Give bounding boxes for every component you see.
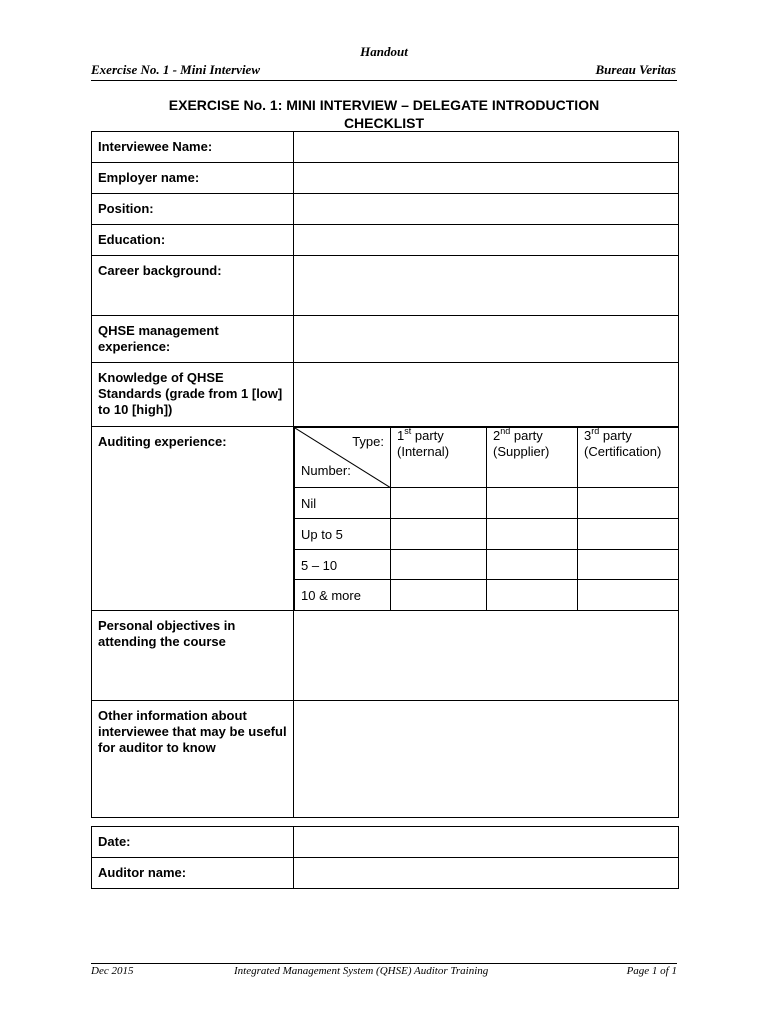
auditing-row-10-more (295, 580, 679, 610)
auditing-experience-label: Auditing experience: (92, 427, 294, 611)
row-personal-objectives (92, 610, 679, 700)
party-2-num: 2 (493, 428, 501, 443)
type-label: Type: (352, 434, 384, 449)
row-qhse-experience (92, 316, 679, 363)
footer-page-number: Page 1 of 1 (626, 965, 677, 977)
header-rule (91, 80, 677, 81)
upto5-party-2-field[interactable] (487, 519, 578, 550)
title-line-2: CHECKLIST (343, 115, 425, 131)
party-2-header (487, 428, 578, 488)
education-field[interactable] (294, 225, 679, 256)
title-line-1: EXERCISE No. 1: MINI INTERVIEW – DELEGATE INTRODUCTION (168, 97, 600, 113)
row-label-5-10: 5 – 10 (295, 550, 391, 580)
party-3-word: party (599, 428, 632, 443)
auditing-grid-cell (294, 427, 679, 611)
auditing-grid (294, 427, 678, 610)
party-3-num: 3 (584, 428, 592, 443)
company-header: Bureau Veritas (595, 62, 676, 77)
party-1-word: party (411, 428, 444, 443)
nil-party-1-field[interactable] (391, 488, 487, 519)
nil-party-2-field[interactable] (487, 488, 578, 519)
checklist-table (91, 131, 679, 818)
row-date (92, 827, 679, 858)
nil-party-3-field[interactable] (578, 488, 679, 519)
auditor-name-label: Auditor name: (92, 858, 294, 889)
auditing-row-5-10 (295, 550, 679, 580)
party-2-desc: (Supplier) (493, 444, 550, 459)
career-background-field[interactable] (294, 256, 679, 316)
5to10-party-1-field[interactable] (391, 550, 487, 580)
upto5-party-1-field[interactable] (391, 519, 487, 550)
handout-label: Handout (360, 44, 408, 59)
auditing-row-nil (295, 488, 679, 519)
party-3-desc: (Certification) (584, 444, 662, 459)
employer-name-label: Employer name: (92, 163, 294, 194)
row-auditing-experience (92, 427, 679, 611)
10more-party-2-field[interactable] (487, 580, 578, 610)
row-label-up-to-5: Up to 5 (295, 519, 391, 550)
upto5-party-3-field[interactable] (578, 519, 679, 550)
row-label-nil: Nil (295, 488, 391, 519)
personal-objectives-field[interactable] (294, 610, 679, 700)
page-title (91, 96, 677, 132)
date-label: Date: (92, 827, 294, 858)
auditing-header-row (295, 428, 679, 488)
row-employer-name (92, 163, 679, 194)
knowledge-label: Knowledge of QHSE Standards (grade from 1 [low] to 10 [high]) (92, 363, 294, 427)
exercise-header: Exercise No. 1 - Mini Interview (91, 62, 260, 77)
footer-rule (91, 963, 677, 964)
row-auditor-name (92, 858, 679, 889)
position-field[interactable] (294, 194, 679, 225)
auditing-row-up-to-5 (295, 519, 679, 550)
education-label: Education: (92, 225, 294, 256)
interviewee-name-field[interactable] (294, 132, 679, 163)
career-background-label: Career background: (92, 256, 294, 316)
party-1-desc: (Internal) (397, 444, 450, 459)
5to10-party-3-field[interactable] (578, 550, 679, 580)
party-2-word: party (510, 428, 543, 443)
personal-objectives-label: Personal objectives in attending the course (92, 610, 294, 700)
auditor-name-field[interactable] (294, 858, 679, 889)
knowledge-field[interactable] (294, 363, 679, 427)
employer-name-field[interactable] (294, 163, 679, 194)
10more-party-1-field[interactable] (391, 580, 487, 610)
other-info-label: Other information about interviewee that may be useful for auditor to know (92, 700, 294, 817)
party-1-sup: st (404, 426, 412, 436)
footer-date: Dec 2015 (91, 965, 134, 977)
row-label-10-more: 10 & more (295, 580, 391, 610)
5to10-party-2-field[interactable] (487, 550, 578, 580)
qhse-experience-field[interactable] (294, 316, 679, 363)
row-interviewee-name (92, 132, 679, 163)
party-1-num: 1 (397, 428, 405, 443)
footer-course: Integrated Management System (QHSE) Auditor Training (234, 965, 489, 977)
type-number-cell (295, 428, 391, 488)
party-2-sup: nd (500, 426, 511, 436)
qhse-experience-label: QHSE management experience: (92, 316, 294, 363)
10more-party-3-field[interactable] (578, 580, 679, 610)
other-info-field[interactable] (294, 700, 679, 817)
row-position (92, 194, 679, 225)
signoff-table (91, 826, 679, 889)
party-3-header (578, 428, 679, 488)
party-1-header (391, 428, 487, 488)
row-knowledge (92, 363, 679, 427)
row-career-background (92, 256, 679, 316)
row-other-info (92, 700, 679, 817)
position-label: Position: (92, 194, 294, 225)
party-3-sup: rd (591, 426, 600, 436)
interviewee-name-label: Interviewee Name: (92, 132, 294, 163)
date-field[interactable] (294, 827, 679, 858)
number-label: Number: (301, 463, 351, 478)
row-education (92, 225, 679, 256)
